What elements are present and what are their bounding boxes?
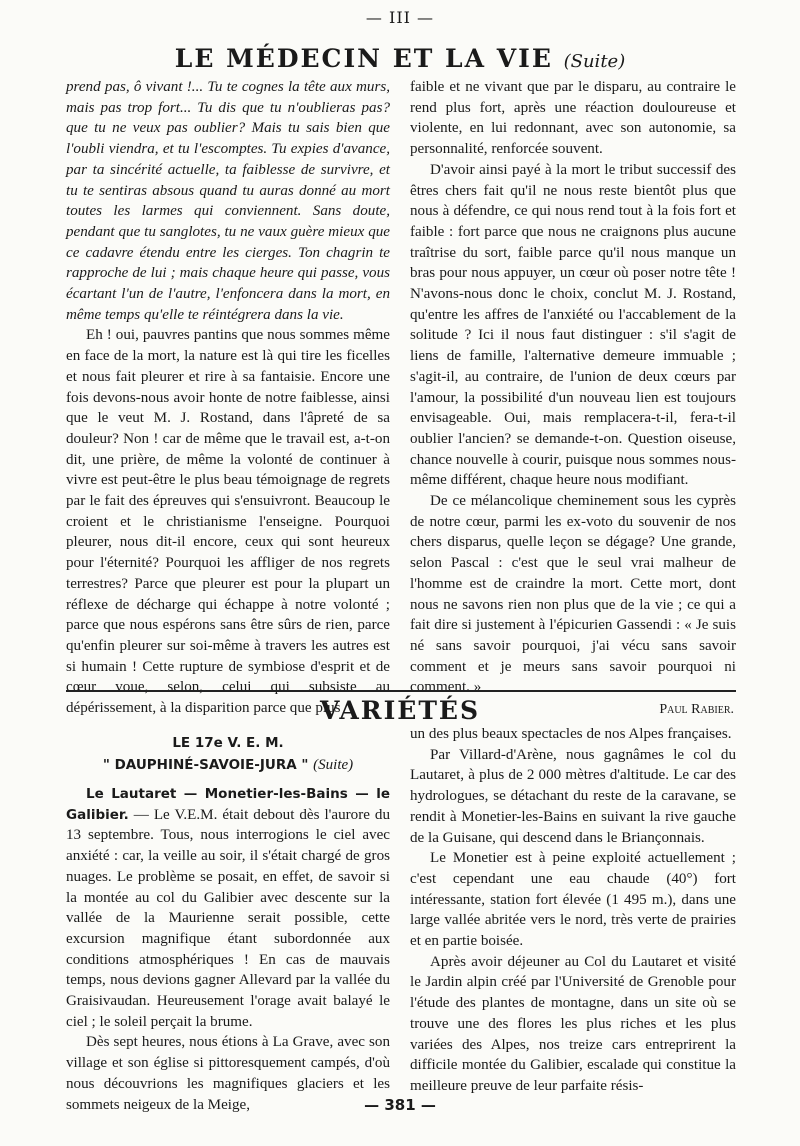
paragraph: Après avoir déjeuner au Col du Lautaret et visité le Jardin alpin créé par l'Université de Grenoble pour l'étude des plantes de montagne, dans un site où se trouve une des flores les plus riches et les plus variées des Alpes, nos treize cars entreprirent la difficile montée du Galibier, escalade qui constitue la meilleure preuve de leur parfaite résis- xyxy=(410,953,736,1094)
runin-heading: Le Lautaret — Monetier-les-Bains — le Galibier. xyxy=(66,786,390,823)
paragraph: Eh ! oui, pauvres pantins que nous sommes même en face de la mort, la nature est là qui tire les ficelles et nous fait pleurer et rire à sa fantaisie. Encore une fois devons-nous avoir honte de notre faiblesse, ainsi que le veut M. J. Rostand, dans l'âpreté de sa douleur? Non ! car de même que le travail est, a-t-on dit, une prière, de même la volonté de continuer à vivre est peut-être le plus beau témoignage de regrets par le fait des épreuves qui s'ensuivront. Beaucoup le croient et le christianisme l'enseigne. Pourquoi pleurer, nous dit-il encore, ceux qui sont heureux pour l'éternité? Pourquoi les affliger de nos regrets terrestres? Parce que pleurer est pour la plupart un réflexe de décharge qui échappe à notre volonté ; parce que nous espérons sans être sûrs de rien, parce qu'enfin pleurer sur soi-même à travers les autres est si humain ! Cette rupture de symbiose d'esprit et de cœur voue, selon, celui qui subsiste au dépérissement, à la disparition parce que plus xyxy=(66,327,390,717)
paragraph: Dès sept heures, nous étions à La Grave, avec son village et son église si pittoresquement campés, d'où nous découvrions les magnifiques glaciers et les sommets neigeux de la Meige, xyxy=(66,1034,390,1113)
paragraph xyxy=(66,784,390,1032)
article-column-1 xyxy=(66,77,390,719)
article-title-text: LE MÉDECIN ET LA VIE xyxy=(174,44,553,73)
subheading-title xyxy=(66,754,390,776)
paragraph: Le Monetier est à peine exploité actuellement ; c'est cependant une eau chaude (40°) fort intéressante, station fort élevée (1 495 m.), dans une large vallée abritée vers le nord, très verte de prairies et en partie boisée. xyxy=(410,850,736,950)
author-signature: Paul Rabier. xyxy=(659,702,734,718)
paragraph: faible et ne vivant que par le disparu, au contraire le rend plus fort, après une réaction douloureuse et violente, en lui redonnant, avec son autonomie, sa personnalité, renforcée souvent. xyxy=(410,79,736,158)
article-column-2 xyxy=(410,77,736,721)
paragraph: D'avoir ainsi payé à la mort le tribut successif des êtres chers fait qu'il ne nous reste bientôt plus que nous à défendre, ce qui nous rend tout à la fois fort et faible : fort parce que nous ne craignons plus aucune traîtrise du sort, faible parce qu'il nous manque un bras pour nous appuyer, un cœur où poser notre tête ! N'avons-nous donc le choix, conclut M. J. Rostand, qu'entre les affres de l'anxiété ou l'accablement de la solitude ? Ici il nous faut distinguer : s'il s'agit de liens de famille, l'alternative demeure immuable ; s'agit-il, au contraire, de l'union de deux cœurs par l'amour, la possibilité d'un nouveau lien est toujours envisageable. Oui, mais remplacera-t-il, fera-t-il oublier l'ancien? se demande-t-on. Question oiseuse, chance nouvelle à courir, puisque nous sommes nous-même différent, chaque heure nous modifiant. xyxy=(410,161,736,489)
paragraph-text: — Le V.E.M. était debout dès l'aurore du 13 septembre. Tous, nous interrogions le ciel avec anxiété : car, la veille au soir, il s'était chargé de gros nuages. Le problème se posait, en effet, de savoir si la montée au col du Galibier avec descente sur la vallée de la Maurienne serait possible, cette excursion magnifique étant subordonnée aux conditions atmosphériques ! En cas de mauvais temps, nous devions gagner Allevard par la vallée du Graisivaudan. Heureusement l'orage avait balayé le ciel ; le soleil perçait la brume. xyxy=(66,806,390,1030)
varietes-column-2 xyxy=(410,724,736,1097)
section-divider xyxy=(66,690,736,692)
subheading: LE 17e V. E. M. xyxy=(172,735,284,751)
page-number: — 381 — xyxy=(364,1096,436,1114)
varietes-column-1 xyxy=(66,732,390,1115)
article-title-suffix: (Suite) xyxy=(563,51,626,72)
article-title xyxy=(0,44,800,73)
subheading-suffix: (Suite) xyxy=(313,757,354,773)
paragraph: Par Villard-d'Arène, nous gagnâmes le col du Lautaret, à plus de 2 000 mètres d'altitude. Le car des hydrologues, se détachant du reste de la caravane, se rendit à Monetier-les-Bains en suivant la rive gauche de la Guisane, qui descend dans le Briançonnais. xyxy=(410,746,736,846)
paragraph: prend pas, ô vivant !... Tu te cognes la tête aux murs, mais pas trop fort... Tu dis que tu n'oublieras pas? que tu ne veux pas oublier? Mais tu sais bien que l'oubli viendra, et tu l'escomptes. Tu expies d'avance, par ta sincérité actuelle, ta faiblesse de survivre, et tu te sentiras absous quand tu auras donné au mort toutes les larmes qui conviennent. Sans doute, pendant que tu sanglotes, tu ne vaux guère mieux que ce cadavre étendu entre les cierges. Ton chagrin te rapproche de lui ; mais chaque heure qui passe, vous écartant l'un de l'autre, l'enfoncera dans la mort, en même temps qu'elle te réintégrera dans la vie. xyxy=(66,79,390,323)
paragraph: un des plus beaux spectacles de nos Alpes françaises. xyxy=(410,726,732,742)
section-page-number: — III — xyxy=(365,8,435,27)
paragraph: De ce mélancolique cheminement sous les cyprès de notre cœur, parmi les ex-voto du souvenir de nos chers disparus, quelle leçon se dégage? Une grande, selon Pascal : c'est que le seul vrai malheur de l'homme est de craindre la mort. Cette mort, dont nous ne savons rien non plus que de la vie ; ce qui a fait dire si justement à l'épicurien Gassendi : « Je suis né sans savoir pourquoi, j'ai vécu sans savoir comment et je meurs sans savoir pourquoi ni comment. » xyxy=(410,493,736,696)
varietes-title: VARIÉTÉS xyxy=(319,696,481,725)
subheading-title-text: " DAUPHINÉ-SAVOIE-JURA " xyxy=(102,757,309,773)
